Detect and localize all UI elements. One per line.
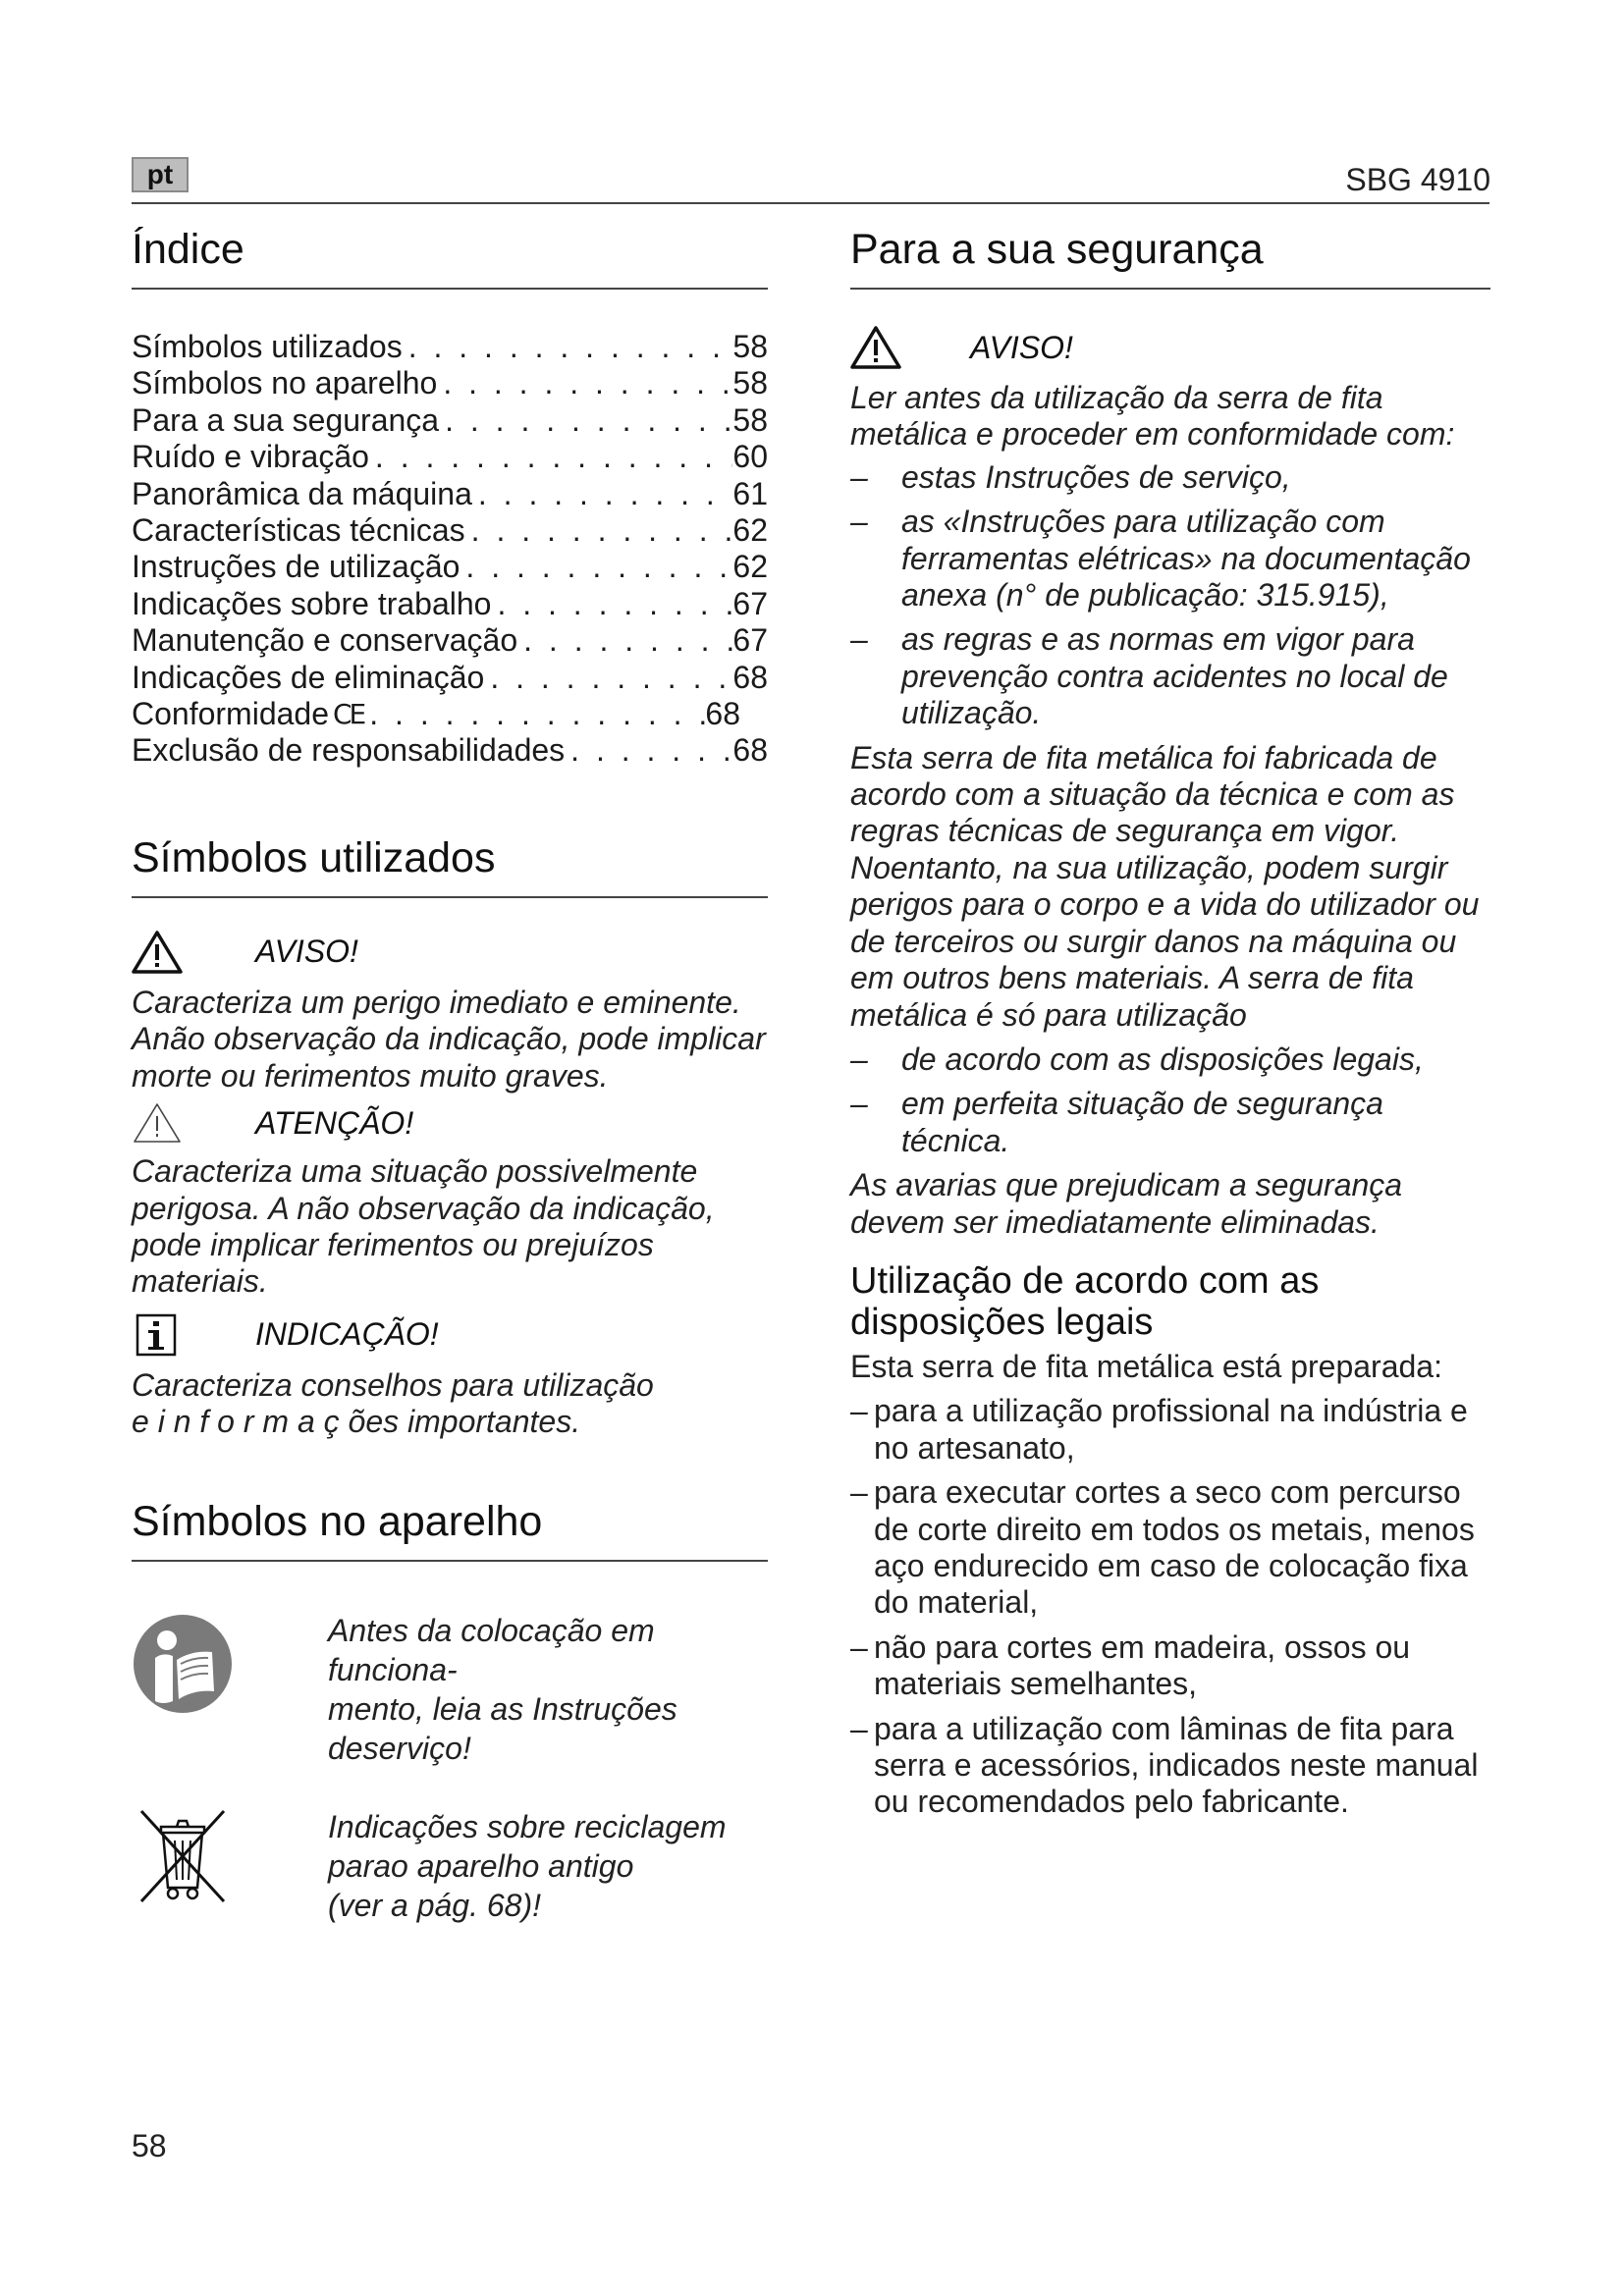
toc-entry-label: Ruído e vibração: [132, 439, 369, 475]
list-item: – em perfeita situação de segurança técnica.: [850, 1086, 1383, 1158]
list-item: – estas Instruções de serviço,: [850, 458, 1291, 495]
ce-mark-icon: CE: [333, 698, 364, 731]
toc-entry-label: Características técnicas: [132, 512, 465, 549]
toc-entry-page: 67: [732, 585, 768, 621]
toc-entry-label: Símbolos utilizados: [132, 329, 403, 364]
toc-entry-label: Símbolos no aparelho: [132, 365, 438, 401]
toc-entry-label: Indicações sobre trabalho: [132, 585, 492, 621]
note-description-line: Caracteriza conselhos para utilização: [132, 1366, 654, 1403]
safety-warning-header: [850, 323, 1490, 372]
toc-title: Índice: [132, 226, 768, 290]
list-item: – para a utilização com lâminas de fita para serra e acessórios, indicados neste manual ou recomendados pelo fabricante.: [850, 1710, 1479, 1820]
toc-entry[interactable]: [132, 660, 768, 696]
intended-use-intro: Esta serra de fita metálica está preparada:: [850, 1348, 1442, 1384]
note-label: INDICAÇÃO!: [255, 1316, 439, 1353]
left-column: [132, 226, 768, 1925]
toc-entry-page: 68: [732, 659, 768, 695]
warning-description: Caracteriza um perigo imediato e eminente. Anão observação da indicação, pode implicar morte ou ferimentos muito graves.: [132, 984, 766, 1094]
toc-entry[interactable]: [132, 512, 768, 549]
toc-entry-label: Para a sua segurança: [132, 401, 440, 438]
info-icon: [132, 1312, 183, 1358]
note-symbol-block: [132, 1310, 768, 1441]
caution-symbol-block: [132, 1098, 768, 1301]
page-number: 58: [132, 2128, 167, 2163]
recycle-bin-crossed-icon: [134, 1807, 242, 1915]
toc-entry-page: 62: [732, 549, 768, 585]
toc-entry-page: 58: [732, 329, 768, 364]
toc-entry[interactable]: [132, 402, 768, 439]
note-description-line: e i n f o r m a ç ões importantes.: [132, 1404, 581, 1440]
device-symbol-recycling: [132, 1807, 768, 1925]
toc-entry-page: 68: [705, 696, 740, 732]
safety-closing: As avarias que prejudicam a segurança devem ser imediatamente eliminadas.: [850, 1167, 1403, 1240]
toc-entry-label: Instruções de utilização: [132, 549, 460, 585]
symbols-device-title: Símbolos no aparelho: [132, 1498, 768, 1562]
device-symbol-text-line: Antes da colocação em funciona-: [328, 1612, 655, 1687]
header-rule: [132, 202, 1489, 204]
list-item: – para a utilização profissional na indústria e no artesanato,: [850, 1393, 1468, 1466]
caution-triangle-icon: [132, 1100, 183, 1146]
safety-warning-label: AVISO!: [970, 329, 1073, 365]
device-symbol-text-line: Indicações sobre reciclagem: [328, 1808, 727, 1844]
safety-condition-list: [850, 1041, 1490, 1159]
symbols-used-title: Símbolos utilizados: [132, 834, 768, 898]
model-number: SBG 4910: [1345, 162, 1490, 197]
device-symbol-manual: [132, 1611, 768, 1768]
toc-entry-label: Conformidade: [132, 696, 329, 732]
toc-entry-page: 68: [732, 732, 768, 769]
device-symbol-text-line: mento, leia as Instruções: [328, 1690, 677, 1727]
list-item: – não para cortes em madeira, ossos ou materiais semelhantes,: [850, 1629, 1411, 1702]
toc-entry[interactable]: [132, 549, 768, 585]
toc-entry-label: Manutenção e conservação: [132, 622, 518, 659]
toc-entry-label: Exclusão de responsabilidades: [132, 732, 566, 769]
device-symbol-text-line: deserviço!: [328, 1730, 471, 1766]
toc-entry-label: Panorâmica da máquina: [132, 475, 472, 511]
warning-symbol-block: [132, 928, 768, 1095]
toc-entry-label: Indicações de eliminação: [132, 659, 485, 695]
toc-entry[interactable]: [132, 365, 768, 401]
toc-entry[interactable]: [132, 622, 768, 659]
toc-entry-page: 58: [732, 401, 768, 438]
read-manual-icon: [134, 1611, 242, 1719]
warning-triangle-icon: [850, 325, 901, 370]
toc-entry-page: 60: [732, 439, 768, 475]
right-column: [850, 226, 1490, 1829]
device-symbol-text-line: parao aparelho antigo: [328, 1847, 634, 1884]
toc-entry[interactable]: [132, 696, 740, 732]
toc-entry[interactable]: [132, 329, 768, 365]
list-item: – as «Instruções para utilização com ferramentas elétricas» na documentação anexa (n° de publicação: 315.915),: [850, 504, 1471, 614]
intended-use-list: [850, 1393, 1490, 1820]
device-symbol-text-line: (ver a pág. 68)!: [328, 1887, 541, 1923]
list-item: – as regras e as normas em vigor para prevenção contra acidentes no local de utilização.: [850, 621, 1448, 731]
warning-triangle-icon: [132, 930, 183, 975]
safety-title: Para a sua segurança: [850, 226, 1490, 290]
table-of-contents: [132, 329, 768, 770]
safety-intro: Ler antes da utilização da serra de fita metálica e proceder em conformidade com:: [850, 380, 1455, 453]
list-item: – para executar cortes a seco com percurso de corte direito em todos os metais, menos aço endurecido em caso de colocação fixa do material,: [850, 1474, 1475, 1621]
toc-entry-page: 58: [732, 365, 768, 401]
warning-label: AVISO!: [255, 934, 358, 970]
toc-entry[interactable]: [132, 586, 768, 622]
toc-entry[interactable]: [132, 732, 768, 769]
caution-description: Caracteriza uma situação possivelmente perigosa. A não observação da indicação, pode implicar ferimentos ou prejuízos materiais.: [132, 1153, 715, 1300]
toc-entry[interactable]: [132, 476, 768, 512]
intended-use-title: Utilização de acordo com as disposições legais: [850, 1259, 1320, 1343]
toc-entry-page: 67: [732, 622, 768, 659]
safety-document-list: [850, 459, 1490, 732]
note-description: [132, 1367, 768, 1441]
caution-label: ATENÇÃO!: [255, 1104, 414, 1141]
toc-entry[interactable]: [132, 439, 768, 475]
list-item: – de acordo com as disposições legais,: [850, 1041, 1424, 1077]
safety-body: Esta serra de fita metálica foi fabricada de acordo com a situação da técnica e com as regras técnicas de segurança em vigor. Noentanto, na sua utilização, podem surgir perigos para o corpo e a vida do utilizador ou de terceiros ou surgir danos na máquina ou em outros bens materiais. A serra de fita metálica é só para utilização: [850, 739, 1480, 1033]
toc-entry-page: 62: [732, 512, 768, 549]
language-badge: pt: [132, 157, 189, 192]
toc-entry-page: 61: [732, 475, 768, 511]
